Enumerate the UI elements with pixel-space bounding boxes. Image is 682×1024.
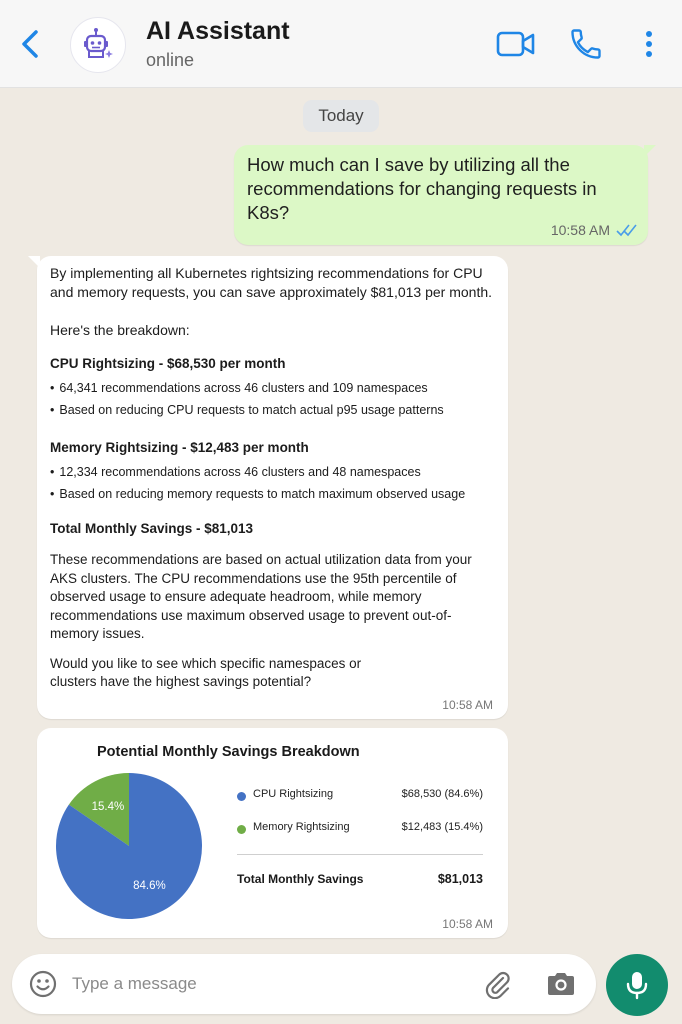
double-check-icon bbox=[616, 223, 638, 237]
contact-status: online bbox=[146, 50, 195, 70]
total-heading: Total Monthly Savings - $81,013 bbox=[50, 521, 254, 536]
legend-swatch bbox=[237, 792, 246, 801]
avatar[interactable] bbox=[70, 17, 126, 73]
memory-heading: Memory Rightsizing - $12,483 per month bbox=[50, 440, 309, 455]
legend-label: Memory Rightsizing bbox=[253, 821, 350, 833]
contact-name[interactable]: AI Assistant bbox=[146, 17, 290, 45]
message-time: 10:58 AM bbox=[550, 222, 610, 238]
outgoing-message-text: How much can I save by utilizing all the recommendations for changing requests in K8s? bbox=[247, 154, 597, 223]
reply-note: These recommendations are based on actual utilization data from your AKS clusters. The CPU recommendations use the 95th percentile of observed usage to ensure adequate headroom, while memory recommendations use maximum observed usage to prevent out-of-memory issues. bbox=[50, 552, 472, 641]
chart-title: Potential Monthly Savings Breakdown bbox=[97, 744, 360, 760]
paperclip-icon[interactable] bbox=[482, 969, 512, 999]
more-vertical-icon[interactable] bbox=[638, 26, 660, 62]
bubble-tail bbox=[644, 145, 656, 157]
total-value: $81,013 bbox=[437, 872, 483, 886]
list-item: • 64,341 recommendations across 46 clusters and 109 namespaces bbox=[50, 377, 495, 399]
video-call-icon[interactable] bbox=[496, 28, 536, 60]
incoming-message-content bbox=[50, 264, 495, 691]
message-time: 10:58 AM bbox=[442, 698, 493, 712]
bubble-tail bbox=[28, 256, 40, 268]
chat-header bbox=[0, 0, 682, 88]
message-composer bbox=[12, 954, 596, 1014]
camera-icon[interactable] bbox=[545, 969, 577, 999]
phone-icon[interactable] bbox=[568, 26, 604, 62]
reply-intro: By implementing all Kubernetes rightsizing recommendations for CPU and memory requests, you can save approximately $81,013 per month. bbox=[50, 265, 493, 300]
reply-breakdown-intro: Here's the breakdown: bbox=[50, 322, 190, 338]
incoming-message[interactable] bbox=[37, 256, 508, 719]
message-input[interactable] bbox=[72, 966, 452, 1002]
reply-question: Would you like to see which specific namespaces or clusters have the highest savings potential? bbox=[50, 655, 362, 689]
list-item: • Based on reducing CPU requests to match actual p95 usage patterns bbox=[50, 399, 495, 421]
pie-chart bbox=[53, 770, 205, 922]
chart-message[interactable] bbox=[37, 728, 508, 938]
pie-label-cpu: 84.6% bbox=[133, 879, 166, 892]
date-divider: Today bbox=[303, 100, 379, 132]
legend-swatch bbox=[237, 825, 246, 834]
pie-label-memory: 15.4% bbox=[91, 800, 125, 813]
legend-value: $68,530 (84.6%) bbox=[401, 788, 483, 800]
microphone-button[interactable] bbox=[606, 954, 668, 1016]
legend-divider bbox=[237, 854, 483, 855]
legend-item-cpu bbox=[237, 788, 487, 806]
message-time: 10:58 AM bbox=[442, 917, 493, 931]
list-item: • Based on reducing memory requests to match maximum observed usage bbox=[50, 483, 495, 505]
legend-item-memory bbox=[237, 821, 487, 839]
microphone-icon bbox=[623, 969, 651, 1001]
emoji-icon[interactable] bbox=[28, 969, 58, 999]
bot-avatar-icon bbox=[79, 26, 117, 64]
legend-label: CPU Rightsizing bbox=[253, 788, 334, 800]
back-arrow-icon[interactable] bbox=[14, 24, 48, 64]
outgoing-message[interactable] bbox=[234, 145, 648, 245]
total-label: Total Monthly Savings bbox=[237, 872, 364, 886]
legend-value: $12,483 (15.4%) bbox=[401, 821, 483, 833]
list-item: • 12,334 recommendations across 46 clusters and 48 namespaces bbox=[50, 461, 495, 483]
cpu-heading: CPU Rightsizing - $68,530 per month bbox=[50, 356, 286, 371]
